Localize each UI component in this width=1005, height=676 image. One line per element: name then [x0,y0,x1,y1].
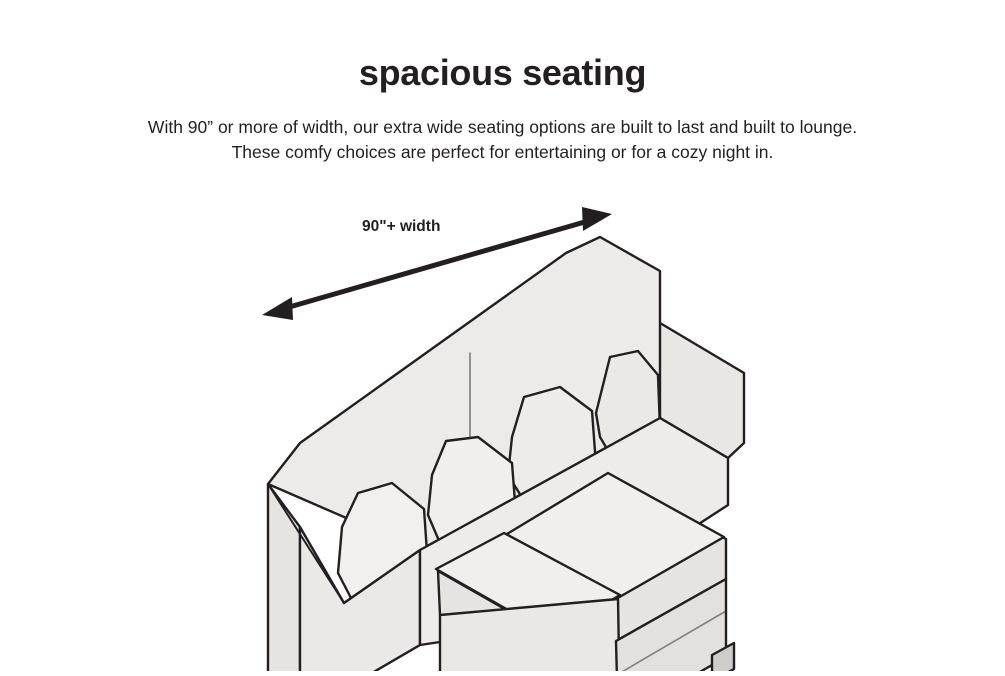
description-line-2: These comfy choices are perfect for entertaining or for a cozy night in. [231,142,774,162]
sofa-illustration [0,175,1005,671]
page-title: spacious seating [358,52,647,93]
description-text [88,115,918,165]
sofa-body [268,237,744,671]
description-line-1: With 90” or more of width, our extra wide seating options are built to last and built to lounge. [147,117,858,137]
width-dimension-label: 90"+ width [362,218,441,235]
sofa-diagram-svg [0,175,1005,671]
